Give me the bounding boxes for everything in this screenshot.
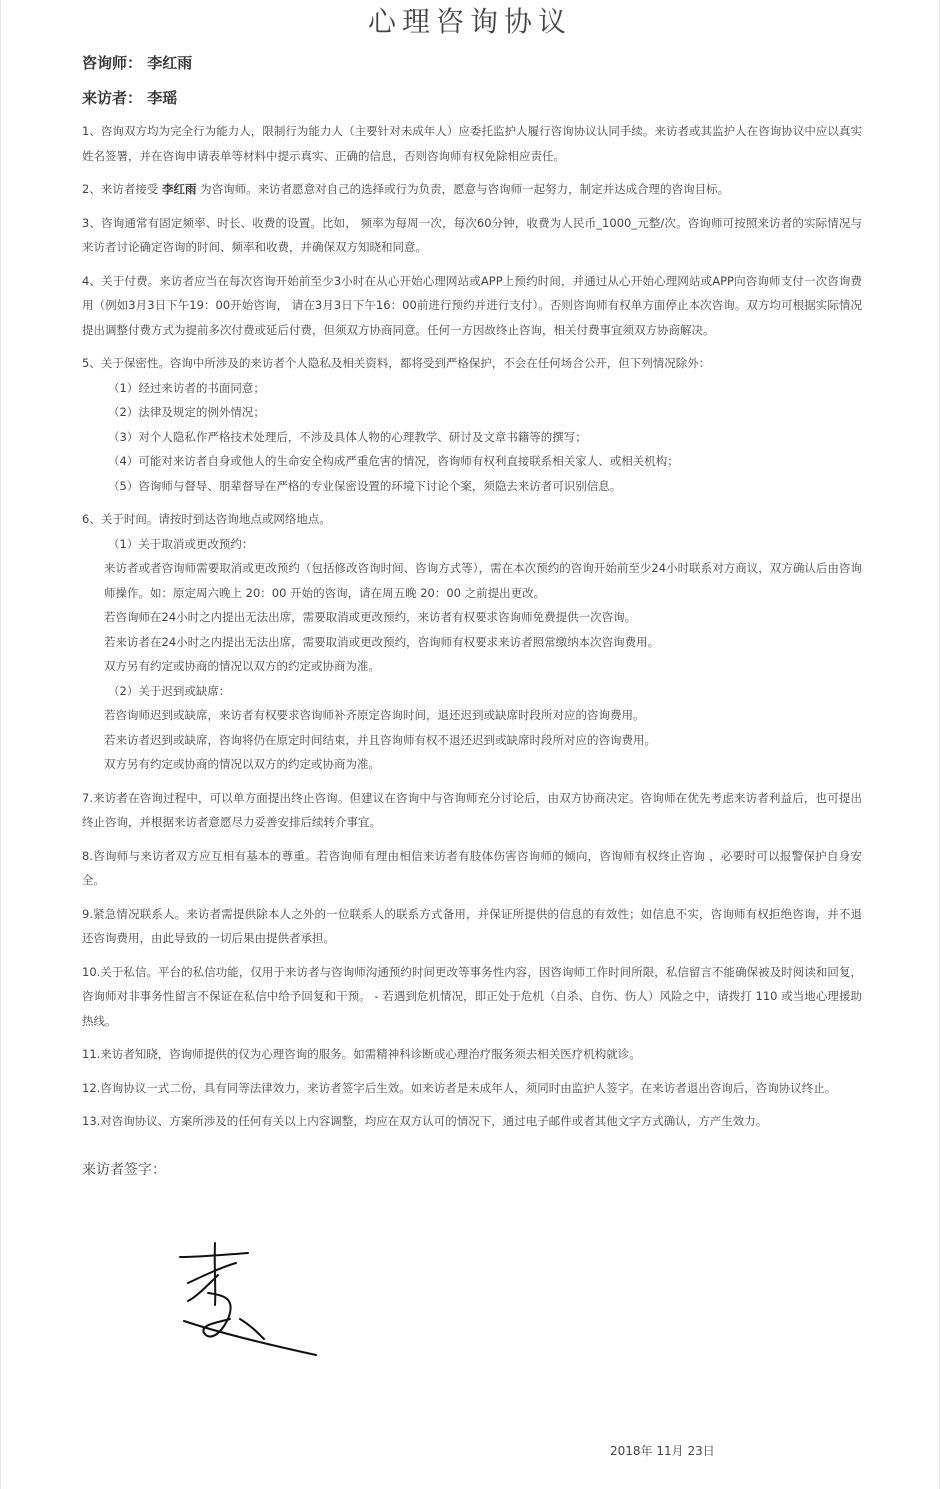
clause-6-cancel-client: 若来访者在24小时之内提出无法出席，需要取消或更改预约，咨询师有权要求来访者照常缴纳本次咨询费用。	[104, 634, 660, 649]
client-name: 李瑶	[147, 89, 178, 107]
counselor-name: 李红雨	[147, 54, 193, 72]
agreement-clauses	[82, 119, 862, 1143]
clause-6-cancel-other: 双方另有约定或协商的情况以双方的约定或协商为准。	[104, 659, 380, 673]
clause-6-cancel-counselor: 若咨询师在24小时之内提出无法出席，需要取消或更改预约，来访者有权要求咨询师免费提供一次咨询。	[104, 610, 637, 624]
clause-7: 7.来访者在咨询过程中，可以单方面提出终止咨询。但建议在咨询中与咨询师充分讨论后，由双方协商决定。咨询师在优先考虑来访者利益后，也可提出终止咨询，并根据来访者意愿尽力妥善安排后续转介事宜。	[82, 790, 862, 829]
clause-6-intro: 6、关于时间。请按时到达咨询地点或网络地点。	[82, 512, 331, 526]
clause-6-sub-heading-late: （2）关于迟到或缺席：	[108, 683, 231, 698]
clause-5-item: （4）可能对来访者自身或他人的生命安全构成严重危害的情况，咨询师有权利直接联系相关家人、或相关机构；	[108, 454, 679, 468]
clause-5-item: （1）经过来访者的书面同意；	[108, 380, 265, 395]
clause-5-item: （3）对个人隐私作严格技术处理后，不涉及具体人物的心理教学、研讨及文章书籍等的撰写；	[108, 429, 587, 444]
clause-6-late-counselor: 若咨询师迟到或缺席，来访者有权要求咨询师补齐原定咨询时间，退还迟到或缺席时段所对应的咨询费用。	[104, 708, 645, 722]
clause-12: 12.咨询协议一式二份，具有同等法律效力，来访者签字后生效。如来访者是未成年人，须同时由监护人签字。在来访者退出咨询后，咨询协议终止。	[82, 1080, 837, 1095]
left-border	[0, 0, 1, 1489]
clause-8: 8.咨询师与来访者双方应互相有基本的尊重。若咨询师有理由相信来访者有肢体伤害咨询师的倾向，咨询师有权终止咨询 ，必要时可以报警保护自身安全。	[82, 848, 862, 887]
clause-6-cancel-text: 来访者或者咨询师需要取消或更改预约（包括修改咨询时间、咨询方式等），需在本次预约的咨询开始前至少24小时联系对方商议，双方确认后由咨询师操作。如：原定周六晚上 20：00 开始的咨询，请在周五晚 20：00 之前提出更改。	[104, 561, 862, 600]
signing-date: 2018年 11月 23日	[610, 1444, 715, 1458]
clause-6	[82, 507, 862, 777]
clause-2-pre: 2、来访者接受	[82, 182, 162, 196]
client-label: 来访者：	[82, 89, 143, 107]
signature-label: 来访者签字：	[82, 1162, 166, 1178]
clause-6-late-client: 若来访者迟到或缺席，咨询将仍在原定时间结束，并且咨询师有权不退还迟到或缺席时段所对应的咨询费用。	[104, 732, 656, 747]
clause-5	[82, 351, 862, 498]
counselor-line	[82, 52, 192, 73]
clause-5-intro: 5、关于保密性。咨询中所涉及的来访者个人隐私及相关资料，都将受到严格保护，不会在任何场合公开，但下列情况除外：	[82, 356, 711, 370]
clause-9: 9.紧急情况联系人。来访者需提供除本人之外的一位联系人的联系方式备用，并保证所提供的信息的有效性；如信息不实，咨询师有权拒绝咨询，并不退还咨询费用，由此导致的一切后果由提供者承担。	[82, 906, 862, 945]
clause-11: 11.来访者知晓，咨询师提供的仅为心理咨询的服务。如需精神科诊断或心理治疗服务须去相关医疗机构就诊。	[82, 1047, 641, 1061]
clause-5-item: （5）咨询师与督导、朋辈督导在严格的专业保密设置的环境下讨论个案，须隐去来访者可识别信息。	[108, 478, 622, 493]
clause-5-item: （2）法律及规定的例外情况；	[108, 405, 265, 419]
handwritten-signature	[170, 1235, 330, 1369]
clause-10: 10.关于私信。平台的私信功能，仅用于来访者与咨询师沟通预约时间更改等事务性内容，因咨询师工作时间所限，私信留言不能确保被及时阅读和回复，咨询师对非事务性留言不保证在私信中给予回复和干预。 - 若遇到危机情况，即正处于危机（自杀、自伤、伤人）风险之中，请拨打 110 或当地心理援助热线。	[82, 964, 862, 1028]
clause-6-late-other: 双方另有约定或协商的情况以双方的约定或协商为准。	[104, 757, 380, 771]
clause-1: 1、咨询双方均为完全行为能力人，限制行为能力人（主要针对未成年人）应委托监护人履行咨询协议认同手续。来访者或其监护人在咨询协议中应以真实姓名签署，并在咨询申请表单等材料中提示真实、正确的信息，否则咨询师有权免除相应责任。	[82, 124, 862, 163]
clause-2-counselor-name: 李红雨	[161, 182, 197, 196]
clause-2-post: 为咨询师。来访者愿意对自己的选择或行为负责，愿意与咨询师一起努力，制定并达成合理的咨询目标。	[196, 182, 730, 196]
clause-6-sub-heading-cancel: （1）关于取消或更改预约：	[108, 536, 254, 551]
clause-3: 3、咨询通常有固定频率、时长、收费的设置。比如， 频率为每周一次，每次60分钟，收费为人民币_1000_元整/次。咨询师可按照来访者的实际情况与来访者讨论确定咨询的时间、频率和收费，并确保双方知晓和同意。	[82, 215, 862, 254]
page-title: 心理咨询协议	[367, 5, 572, 38]
clause-4: 4、关于付费。来访者应当在每次咨询开始前至少3小时在从心开始心理网站或APP上预约时间，并通过从心开始心理网站或APP向咨询师支付一次咨询费用（例如3月3日下午19：00开始咨询， 请在3月3日下午16：00前进行预约并进行支付）。否则咨询师有权单方面停止本次咨询。双方均可根据实际情况提出调整付费方式为提前多次付费或延后付费，但须双方协商同意。任何一方因故终止咨询，相关付费事宜须双方协商解决。	[82, 273, 862, 337]
clause-13: 13.对咨询协议、方案所涉及的任何有关以上内容调整，均应在双方认可的情况下，通过电子邮件或者其他文字方式确认，方产生效力。	[82, 1114, 768, 1128]
counselor-label: 咨询师：	[82, 54, 143, 72]
client-line	[82, 87, 177, 108]
clause-2	[82, 177, 862, 202]
